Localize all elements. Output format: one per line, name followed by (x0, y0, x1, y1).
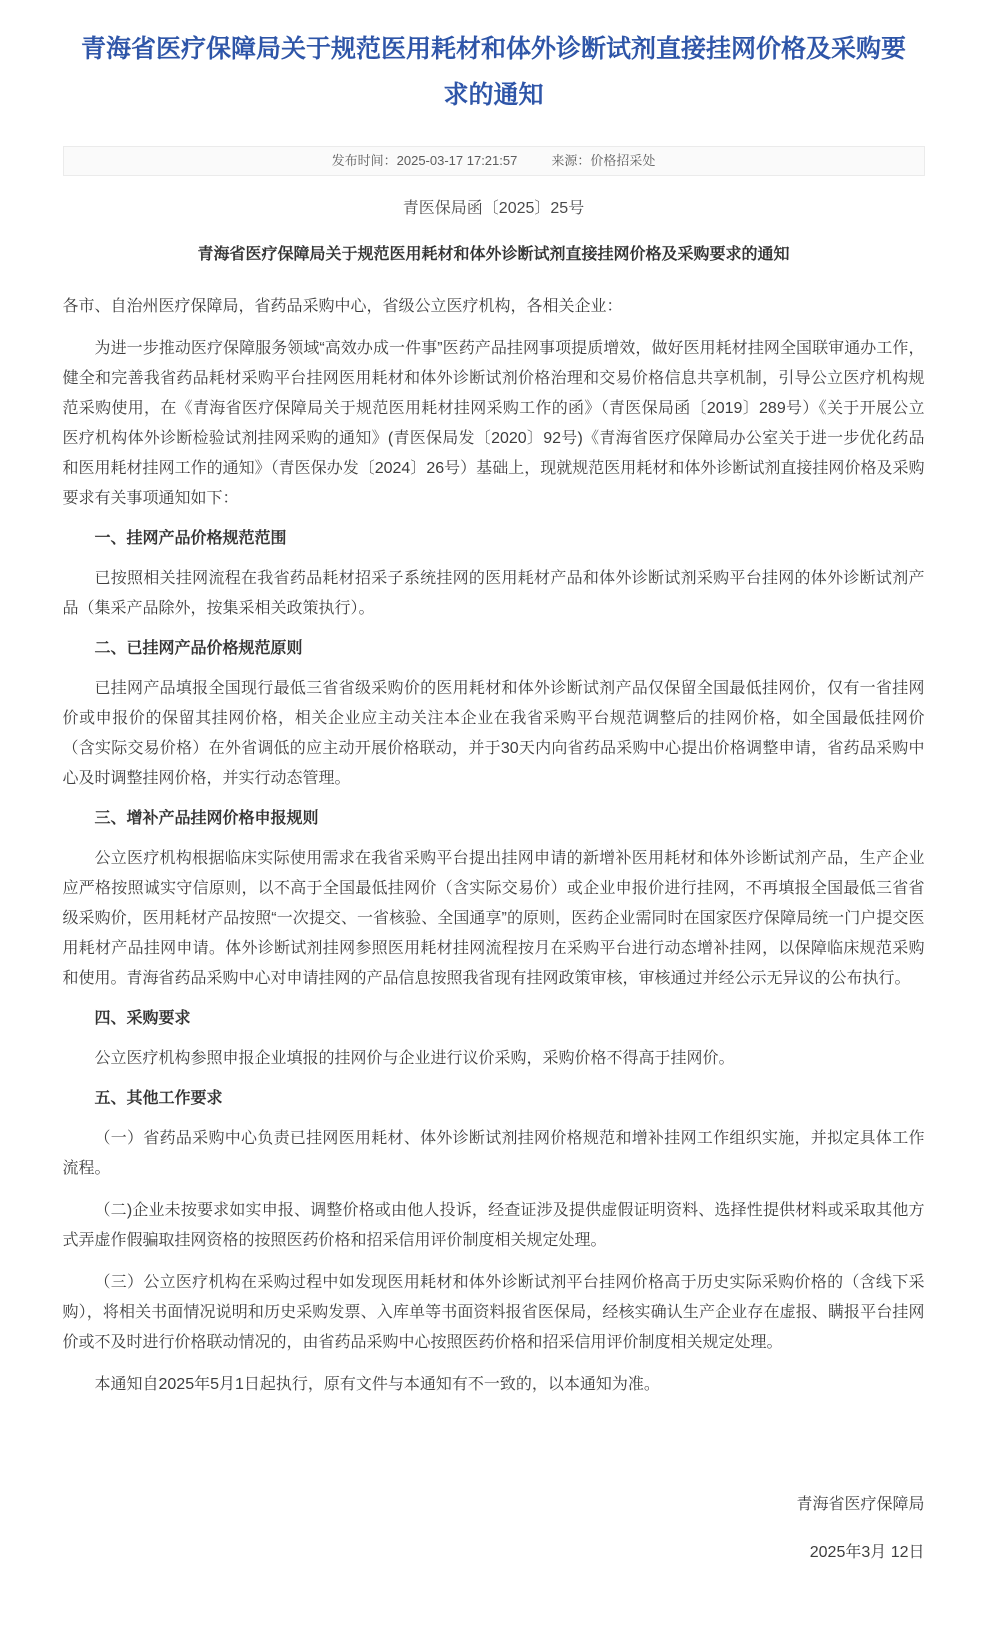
source-value: 价格招采处 (590, 153, 656, 168)
notice-body (63, 198, 925, 1623)
section-heading-5: 五、其他工作要求 (94, 1090, 223, 1107)
publish-time-label: 发布时间： (331, 153, 397, 168)
section-4-paragraph: 公立医疗机构参照申报企业填报的挂网价与企业进行议价采购，采购价格不得高于挂网价。 (94, 1050, 735, 1067)
section-heading-4: 四、采购要求 (94, 1010, 191, 1027)
section-heading-1: 一、挂网产品价格规范范围 (94, 530, 287, 547)
source-label: 来源： (551, 153, 591, 168)
sign-date: 2025年3月 12日 (809, 1544, 925, 1561)
section-5-paragraph-2: （二)企业未按要求如实申报、调整价格或由他人投诉，经查证涉及提供虚假证明资料、选择性提供材料或采取其他方式弄虚作假骗取挂网资格的按照医药价格和招采信用评价制度相关规定处理。 (62, 1202, 925, 1249)
section-2-paragraph: 已挂网产品填报全国现行最低三省省级采购价的医用耗材和体外诊断试剂产品仅保留全国最低挂网价，仅有一省挂网价或申报价的保留其挂网价格，相关企业应主动关注本企业在我省采购平台规范调整后的挂网价格，如全国最低挂网价（含实际交易价格）在外省调低的应主动开展价格联动，并于30天内向省药品采购中心提出价格调整申请，省药品采购中心及时调整挂网价格，并实行动态管理。 (62, 680, 925, 787)
document-subtitle: 青海省医疗保障局关于规范医用耗材和体外诊断试剂直接挂网价格及采购要求的通知 (197, 246, 790, 263)
section-5-paragraph-3: （三）公立医疗机构在采购过程中如发现医用耗材和体外诊断试剂平台挂网价格高于历史实际采购价格的（含线下采购），将相关书面情况说明和历史采购发票、入库单等书面资料报省医保局，经核实确认生产企业存在虚报、瞒报平台挂网价或不及时进行价格联动情况的，由省药品采购中心按照医药价格和招采信用评价制度相关规定处理。 (62, 1274, 925, 1351)
doc-number: 青医保局函〔2025〕25号 (402, 200, 585, 217)
closing-paragraph: 本通知自2025年5月1日起执行，原有文件与本通知有不一致的，以本通知为准。 (94, 1376, 660, 1393)
signature: 青海省医疗保障局 (796, 1496, 925, 1513)
section-1-paragraph: 已按照相关挂网流程在我省药品耗材招采子系统挂网的医用耗材产品和体外诊断试剂采购平台挂网的体外诊断试剂产品（集采产品除外，按集采相关政策执行）。 (62, 570, 925, 617)
meta-bar (63, 146, 925, 176)
section-3-paragraph: 公立医疗机构根据临床实际使用需求在我省采购平台提出挂网申请的新增补医用耗材和体外诊断试剂产品，生产企业应严格按照诚实守信原则，以不高于全国最低挂网价（含实际交易价）或企业申报价进行挂网，不再填报全国最低三省省级采购价，医用耗材产品按照“一次提交、一省核验、全国通享”的原则，医药企业需同时在国家医疗保障局统一门户提交医用耗材产品挂网申请。体外诊断试剂挂网参照医用耗材挂网流程按月在采购平台进行动态增补挂网，以保障临床规范采购和使用。青海省药品采购中心对申请挂网的产品信息按照我省现有挂网政策审核，审核通过并经公示无异议的公布执行。 (62, 850, 925, 987)
page-title: 青海省医疗保障局关于规范医用耗材和体外诊断试剂直接挂网价格及采购要求的通知 (80, 35, 906, 109)
publish-time-value: 2025-03-17 17:21:57 (396, 153, 518, 168)
section-heading-3: 三、增补产品挂网价格申报规则 (94, 810, 319, 827)
salutation: 各市、自治州医疗保障局，省药品采购中心，省级公立医疗机构，各相关企业： (62, 298, 623, 315)
intro-paragraph: 为进一步推动医疗保障服务领域“高效办成一件事”医药产品挂网事项提质增效，做好医用耗材挂网全国联审通办工作，健全和完善我省药品耗材采购平台挂网医用耗材和体外诊断试剂价格治理和交易价格信息共享机制，引导公立医疗机构规范采购使用，在《青海省医疗保障局关于规范医用耗材挂网采购工作的函》（青医保局函〔2019〕289号）《关于开展公立医疗机构体外诊断检验试剂挂网采购的通知》(青医保局发〔2020〕92号)《青海省医疗保障局办公室关于进一步优化药品和医用耗材挂网工作的通知》（青医保办发〔2024〕26号）基础上，现就规范医用耗材和体外诊断试剂直接挂网价格及采购要求有关事项通知如下： (62, 340, 925, 507)
section-5-paragraph-1: （一）省药品采购中心负责已挂网医用耗材、体外诊断试剂挂网价格规范和增补挂网工作组织实施，并拟定具体工作流程。 (62, 1130, 925, 1177)
section-heading-2: 二、已挂网产品价格规范原则 (94, 640, 303, 657)
